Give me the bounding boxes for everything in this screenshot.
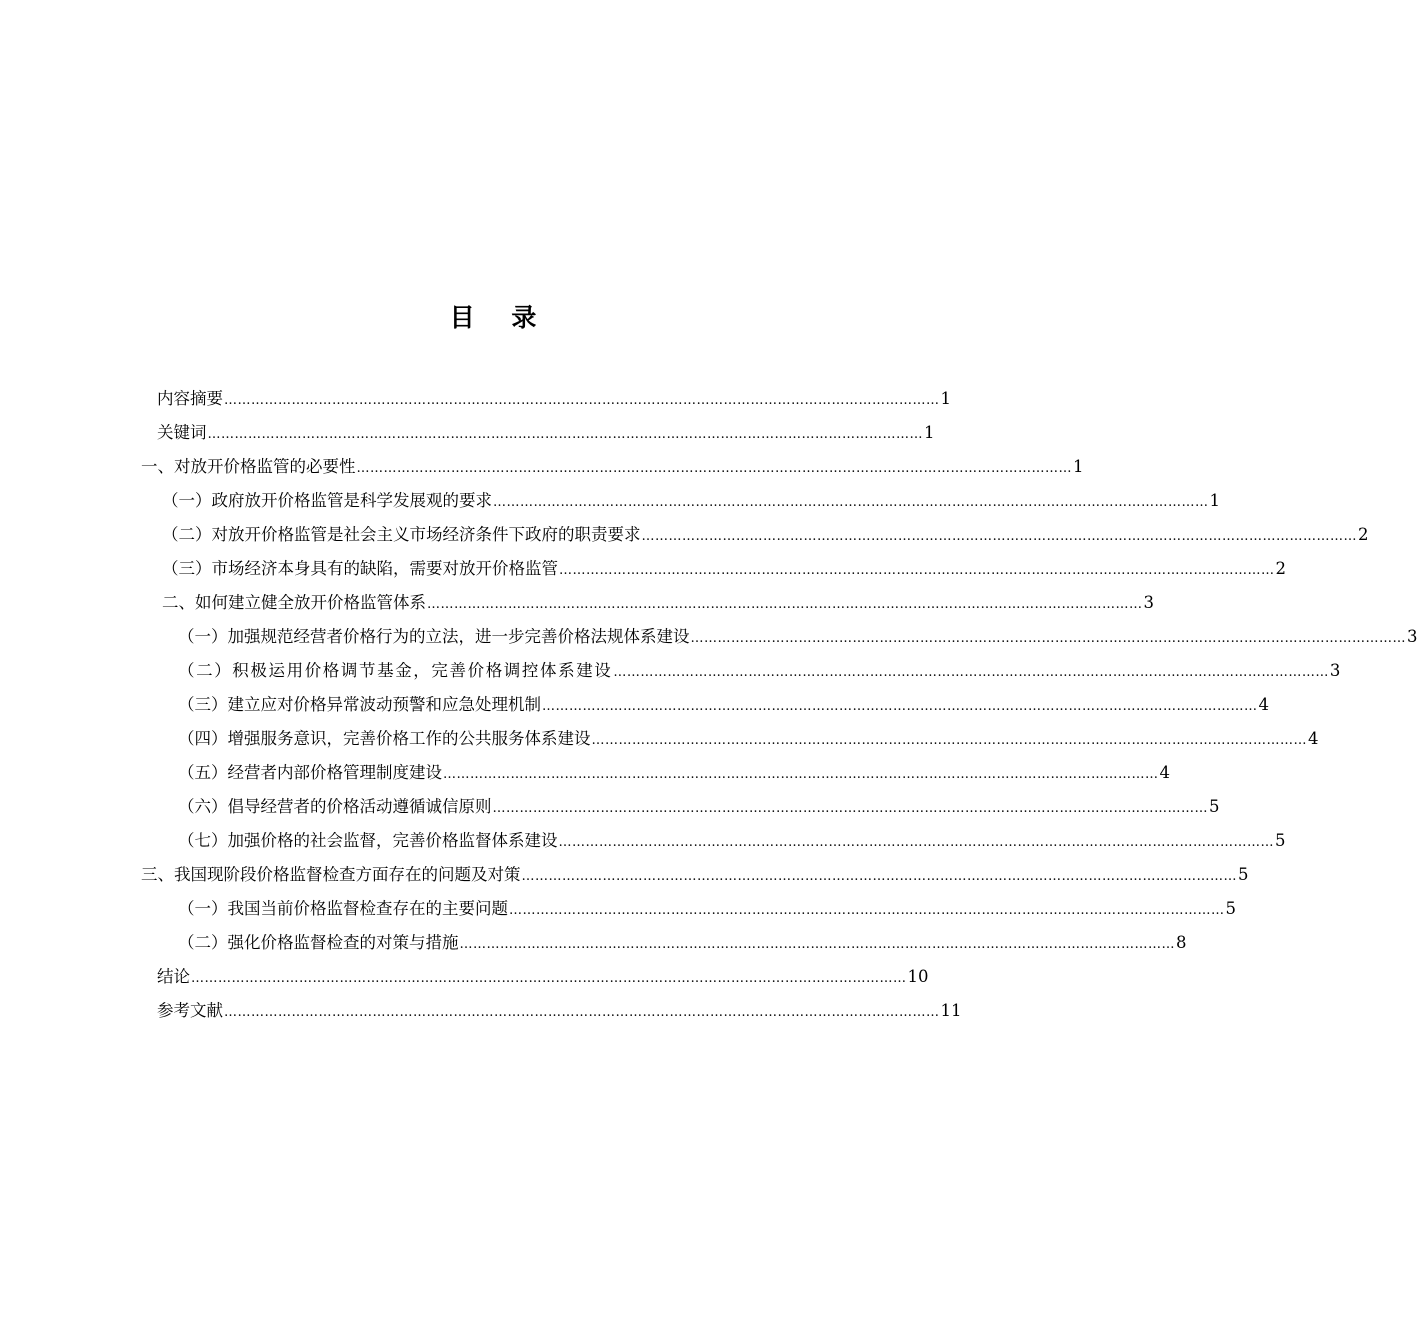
toc-entry-section-1[interactable] bbox=[141, 452, 1084, 482]
toc-entry-text: （二）积极运用价格调节基金，完善价格调控体系建设 bbox=[178, 661, 613, 680]
toc-page-number: 5 bbox=[1238, 865, 1249, 884]
toc-entry-section-3[interactable] bbox=[141, 860, 1249, 890]
toc-entry-text: （六）倡导经营者的价格活动遵循诚信原则 bbox=[178, 797, 492, 816]
toc-leader: …………………………………………………………………………………………………………………………………………… bbox=[509, 903, 1225, 918]
toc-page-number: 2 bbox=[1358, 525, 1369, 544]
toc-entry-section-2-1[interactable] bbox=[178, 622, 1418, 652]
toc-page-number: 4 bbox=[1308, 729, 1319, 748]
toc-page-number: 3 bbox=[1329, 661, 1341, 680]
toc-entry-section-2-3[interactable] bbox=[178, 690, 1269, 720]
toc-entry-text: 三、我国现阶段价格监督检查方面存在的问题及对策 bbox=[141, 865, 521, 884]
toc-page-number: 10 bbox=[907, 967, 929, 986]
toc-entry-section-3-1[interactable] bbox=[178, 894, 1236, 924]
toc-leader: …………………………………………………………………………………………………………………………………………… bbox=[558, 835, 1274, 850]
toc-entry-text: （一）加强规范经营者价格行为的立法，进一步完善价格法规体系建设 bbox=[178, 627, 690, 646]
toc-entry-text: 参考文献 bbox=[157, 1001, 223, 1020]
toc-page-number: 5 bbox=[1209, 797, 1220, 816]
toc-entry-section-2-5[interactable] bbox=[178, 758, 1170, 788]
toc-entry-section-2[interactable] bbox=[162, 588, 1154, 618]
toc-leader: …………………………………………………………………………………………………………………………………………… bbox=[613, 665, 1329, 680]
toc-entry-section-1-3[interactable] bbox=[162, 554, 1286, 584]
toc-page-number: 5 bbox=[1225, 899, 1236, 918]
toc-page-number: 3 bbox=[1143, 593, 1154, 612]
toc-leader: …………………………………………………………………………………………………………………………………………… bbox=[459, 937, 1175, 952]
toc-entry-section-2-2[interactable] bbox=[178, 656, 1341, 686]
toc-page-number: 1 bbox=[940, 389, 951, 408]
toc-page-number: 4 bbox=[1159, 763, 1170, 782]
toc-page-number: 3 bbox=[1407, 627, 1418, 646]
toc-leader: …………………………………………………………………………………………………………………………………………… bbox=[191, 971, 907, 986]
toc-page-number: 5 bbox=[1275, 831, 1286, 850]
toc-entry-section-2-7[interactable] bbox=[178, 826, 1286, 856]
toc-leader: …………………………………………………………………………………………………………………………………………… bbox=[641, 529, 1357, 544]
toc-leader: …………………………………………………………………………………………………………………………………………… bbox=[521, 869, 1237, 884]
toc-entry-section-1-1[interactable] bbox=[162, 486, 1220, 516]
toc-entry-text: （三）建立应对价格异常波动预警和应急处理机制 bbox=[178, 695, 541, 714]
toc-entry-references[interactable] bbox=[157, 996, 962, 1026]
toc-leader: …………………………………………………………………………………………………………………………………………… bbox=[559, 563, 1275, 578]
toc-leader: …………………………………………………………………………………………………………………………………………… bbox=[207, 427, 923, 442]
toc-leader: …………………………………………………………………………………………………………………………………………… bbox=[427, 597, 1143, 612]
toc-page-number: 8 bbox=[1176, 933, 1187, 952]
toc-entry-abstract[interactable] bbox=[157, 384, 951, 414]
toc-entry-text: 结论 bbox=[157, 967, 190, 986]
toc-entry-text: （一）我国当前价格监督检查存在的主要问题 bbox=[178, 899, 508, 918]
toc-leader: …………………………………………………………………………………………………………………………………………… bbox=[443, 767, 1159, 782]
toc-leader: …………………………………………………………………………………………………………………………………………… bbox=[356, 461, 1072, 476]
toc-entry-section-1-2[interactable] bbox=[162, 520, 1369, 550]
toc-entry-text: （四）增强服务意识，完善价格工作的公共服务体系建设 bbox=[178, 729, 591, 748]
toc-leader: …………………………………………………………………………………………………………………………………………… bbox=[542, 699, 1258, 714]
toc-entry-text: （七）加强价格的社会监督，完善价格监督体系建设 bbox=[178, 831, 558, 850]
toc-page-number: 1 bbox=[1209, 491, 1220, 510]
toc-leader: …………………………………………………………………………………………………………………………………………… bbox=[224, 1005, 940, 1020]
toc-page-number: 2 bbox=[1275, 559, 1286, 578]
toc-leader: …………………………………………………………………………………………………………………………………………… bbox=[224, 393, 940, 408]
toc-entry-keywords[interactable] bbox=[157, 418, 935, 448]
toc-entry-text: （二）强化价格监督检查的对策与措施 bbox=[178, 933, 459, 952]
toc-leader: …………………………………………………………………………………………………………………………………………… bbox=[493, 495, 1209, 510]
toc-leader: …………………………………………………………………………………………………………………………………………… bbox=[591, 733, 1307, 748]
toc-entry-text: 二、如何建立健全放开价格监管体系 bbox=[162, 593, 426, 612]
toc-entry-section-2-4[interactable] bbox=[178, 724, 1319, 754]
toc-entry-text: （二）对放开价格监管是社会主义市场经济条件下政府的职责要求 bbox=[162, 525, 641, 544]
toc-page-number: 4 bbox=[1258, 695, 1269, 714]
toc-leader: …………………………………………………………………………………………………………………………………………… bbox=[690, 631, 1406, 646]
toc-title: 目 录 bbox=[449, 303, 551, 332]
toc-entry-conclusion[interactable] bbox=[157, 962, 929, 992]
toc-entry-section-3-2[interactable] bbox=[178, 928, 1187, 958]
toc-page-number: 1 bbox=[924, 423, 935, 442]
toc-entry-text: （一）政府放开价格监管是科学发展观的要求 bbox=[162, 491, 492, 510]
toc-page-number: 11 bbox=[940, 1001, 962, 1020]
toc-entry-section-2-6[interactable] bbox=[178, 792, 1220, 822]
toc-entry-text: （三）市场经济本身具有的缺陷，需要对放开价格监管 bbox=[162, 559, 558, 578]
toc-entry-text: 一、对放开价格监管的必要性 bbox=[141, 457, 356, 476]
toc-leader: …………………………………………………………………………………………………………………………………………… bbox=[492, 801, 1208, 816]
toc-entry-text: 关键词 bbox=[157, 423, 207, 442]
toc-entry-text: 内容摘要 bbox=[157, 389, 223, 408]
toc-entry-text: （五）经营者内部价格管理制度建设 bbox=[178, 763, 442, 782]
toc-page-number: 1 bbox=[1073, 457, 1084, 476]
